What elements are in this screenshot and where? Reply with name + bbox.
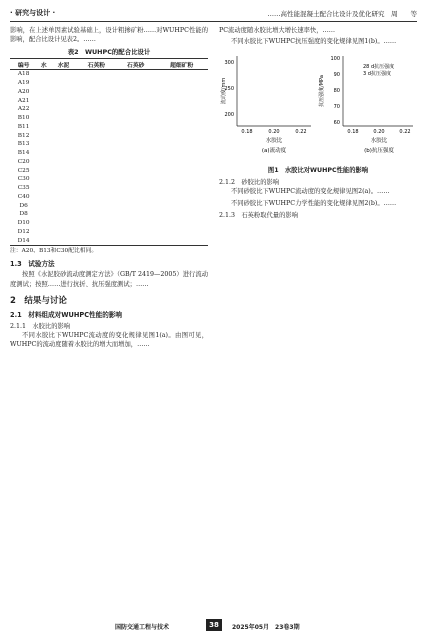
heading-2-1-1: 2.1.1 水胶比的影响 (10, 322, 71, 330)
table-cell (37, 105, 50, 114)
table-cell (37, 149, 50, 158)
table-cell (116, 149, 155, 158)
panel-b-xticks (347, 129, 410, 135)
panel-a-xticks (241, 129, 306, 135)
table-cell (77, 123, 116, 132)
table-cell (37, 237, 50, 246)
legend-28d: 28 d抗压强度 (363, 64, 395, 71)
table-cell (77, 193, 116, 202)
table-cell (77, 184, 116, 193)
table-cell: A20 (17, 88, 30, 95)
table-cell (155, 167, 208, 176)
table-cell (37, 193, 50, 202)
table-cell (37, 210, 50, 219)
heading-2-1: 2.1 材料组成对WUHPC性能的影响 (10, 310, 123, 319)
table-cell (116, 158, 155, 167)
sb-paragraph-2: 不同砂胶比下WUHPC力学性能的变化规律见图2(b)。…… (231, 199, 397, 207)
table-cell (50, 210, 76, 219)
table-header-cell: 水泥 (50, 59, 76, 70)
table-cell (155, 219, 208, 228)
table-cell (37, 202, 50, 211)
panel-a-sublabel: (a)流动度 (261, 148, 287, 155)
table-header-row (10, 59, 208, 70)
table-cell (77, 105, 116, 114)
panel-b-ytick-3: 90 (333, 72, 340, 79)
table-row (10, 123, 208, 132)
table-cell (77, 97, 116, 106)
panel-b-xtick-1: 0.20 (373, 129, 385, 136)
table-row (10, 114, 208, 123)
heading-2-1-3: 2.1.3 石英粉取代量的影响 (219, 211, 298, 219)
table-cell (116, 105, 155, 114)
table-cell (116, 97, 155, 106)
table-cell (116, 167, 155, 176)
table-cell (155, 70, 208, 79)
heading-results: 2 结果与讨论 (10, 295, 67, 306)
table-cell: D14 (10, 237, 37, 246)
table-cell (77, 132, 116, 141)
table-cell (50, 219, 76, 228)
table-row (10, 149, 208, 158)
table-cell: C30 (17, 176, 30, 183)
panel-a-ytick-2: 300 (224, 60, 234, 67)
table-cell (37, 175, 50, 184)
table-cell (116, 193, 155, 202)
table-cell (50, 88, 76, 97)
table-cell (155, 79, 208, 88)
table-cell (155, 158, 208, 167)
table-cell (37, 79, 50, 88)
table-row (10, 167, 208, 176)
table-cell (77, 88, 116, 97)
running-title: ……高性能混凝土配合比设计及优化研究 周 等 (267, 9, 417, 18)
table-cell (116, 228, 155, 237)
table-cell (37, 219, 50, 228)
table-cell (155, 210, 208, 219)
table-cell: B10 (17, 115, 30, 122)
table-cell (116, 132, 155, 141)
table-cell (50, 175, 76, 184)
table-cell (155, 193, 208, 202)
table-cell (77, 70, 116, 79)
table-cell (37, 158, 50, 167)
table-cell (37, 70, 50, 79)
left-column (10, 26, 208, 617)
table-cell (116, 184, 155, 193)
table-cell (155, 88, 208, 97)
table-cell (50, 184, 76, 193)
panel-a-ytick-0: 200 (224, 112, 234, 119)
table-cell (116, 202, 155, 211)
table-cell (77, 175, 116, 184)
figure-1 (219, 48, 417, 164)
table-row (10, 158, 208, 167)
continued-paragraph: PC流动度随水胶比增大增长速率快，…… (219, 27, 336, 34)
section-label: · 研究与设计 · (10, 9, 56, 17)
legend-3d: 3 d抗压强度 (363, 71, 391, 78)
table-cell (116, 219, 155, 228)
table-cell: B11 (17, 123, 30, 130)
wb-paragraph: 不同水胶比下WUHPC流动度的变化规律见图1(a)。由图可见，WUHPC的流动度随着水胶比的增大而增加，…… (10, 331, 208, 349)
table-cell (77, 79, 116, 88)
table-row (10, 97, 208, 106)
panel-b-xtick-2: 0.22 (399, 129, 411, 136)
table-cell: D12 (17, 228, 30, 235)
panel-a-xlabel: 水胶比 (265, 138, 283, 145)
table-cell (50, 97, 76, 106)
intro-paragraph: 影响，在上述单因素试验基础上，设计粗掺矿粉……对WUHPC性能的影响，配合比设计见表2。…… (10, 27, 208, 44)
table-cell (77, 210, 116, 219)
page-footer (10, 619, 417, 633)
table-row (10, 79, 208, 88)
strength-paragraph: 不同水胶比下WUHPC抗压强度的变化规律见图1(b)。…… (231, 38, 397, 46)
table-cell: C35 (17, 185, 30, 192)
table-cell: D6 (19, 202, 28, 209)
table-cell (155, 237, 208, 246)
table-cell (155, 184, 208, 193)
table-row (10, 193, 208, 202)
table-cell (37, 114, 50, 123)
table-row (10, 210, 208, 219)
figure-caption: 图1 水胶比对WUHPC性能的影响 (267, 167, 369, 175)
table-cell (116, 123, 155, 132)
table-cell: B12 (17, 132, 30, 139)
panel-a-xtick-2: 0.22 (295, 129, 307, 136)
table-cell (50, 237, 76, 246)
sb-paragraph: 不同砂胶比下WUHPC流动度的变化规律见图2(a)。…… (231, 188, 390, 196)
panel-b-ylabel: 抗压强度/MPa (319, 75, 325, 108)
panel-a-ytick-1: 250 (224, 86, 234, 93)
table-cell (116, 114, 155, 123)
table-cell (77, 149, 116, 158)
table-cell (77, 167, 116, 176)
table-cell (77, 237, 116, 246)
table-cell (116, 70, 155, 79)
table-cell (37, 123, 50, 132)
panel-b-ytick-1: 70 (333, 104, 340, 111)
table-cell (50, 114, 76, 123)
table-cell: A22 (17, 106, 30, 113)
table-row (10, 70, 208, 79)
table-cell (50, 105, 76, 114)
table-cell (155, 114, 208, 123)
table-note: 注：A20、B13和C30配比相同。 (10, 248, 98, 255)
table-cell (155, 175, 208, 184)
table-cell (77, 219, 116, 228)
table-cell (77, 140, 116, 149)
table-cell (116, 237, 155, 246)
panel-a-ylabel: 流动度/mm (221, 78, 227, 105)
table-cell: C40 (17, 193, 30, 200)
table-cell (155, 202, 208, 211)
panel-b-sublabel: (b)抗压强度 (364, 148, 394, 155)
table-cell (37, 88, 50, 97)
table-cell (155, 149, 208, 158)
page-header (10, 6, 417, 20)
table-row (10, 105, 208, 114)
journal-name: 国防交通工程与技术 (115, 624, 170, 631)
table-cell (116, 79, 155, 88)
table-cell (37, 132, 50, 141)
panel-a-xtick-0: 0.18 (241, 129, 253, 136)
table-cell: B13 (17, 141, 30, 148)
mix-design-table (10, 58, 208, 246)
table-cell: A19 (17, 80, 30, 87)
table-cell (37, 228, 50, 237)
table-cell (155, 228, 208, 237)
table-cell (37, 140, 50, 149)
header-rule (10, 21, 417, 22)
table-cell (155, 123, 208, 132)
table-cell: B14 (17, 150, 30, 157)
table-row (10, 132, 208, 141)
right-column (219, 26, 417, 617)
panel-b-ytick-2: 80 (333, 88, 340, 95)
panel-b-ytick-4: 100 (330, 56, 340, 63)
table-row (10, 202, 208, 211)
table-cell: A18 (17, 71, 30, 78)
table-cell (155, 105, 208, 114)
table-cell (50, 158, 76, 167)
table-cell (155, 97, 208, 106)
panel-b-ytick-0: 60 (333, 120, 340, 127)
table-cell (50, 167, 76, 176)
table-cell (50, 140, 76, 149)
table-cell (77, 158, 116, 167)
table-row (10, 237, 208, 246)
table-cell (155, 140, 208, 149)
panel-b-xlabel: 水胶比 (370, 138, 388, 145)
table-cell (77, 114, 116, 123)
table-cell (50, 193, 76, 202)
page-number: 38 (206, 619, 222, 631)
panel-b-yticks (330, 56, 340, 126)
table-header-cell: 超细矿粉 (155, 59, 208, 70)
table-cell: C20 (17, 158, 30, 165)
table-cell (155, 132, 208, 141)
figure-1-svg (219, 48, 417, 164)
table-cell (37, 97, 50, 106)
table-cell (50, 149, 76, 158)
table-cell (116, 140, 155, 149)
table-row (10, 184, 208, 193)
table-cell (50, 70, 76, 79)
table-row (10, 140, 208, 149)
table-cell (50, 123, 76, 132)
table-header-cell: 石英粉 (77, 59, 116, 70)
table-cell (116, 88, 155, 97)
panel-b-legend (363, 63, 394, 77)
table-cell (77, 202, 116, 211)
table-caption: 表2 WUHPC的配合比设计 (67, 48, 151, 57)
table-row (10, 175, 208, 184)
heading-2-1-2: 2.1.2 砂胶比的影响 (219, 179, 280, 187)
table-cell (37, 184, 50, 193)
table-cell (50, 132, 76, 141)
table-cell (50, 79, 76, 88)
heading-1-3: 1.3 试验方法 (10, 260, 55, 269)
table-cell (37, 167, 50, 176)
panel-b-xtick-0: 0.18 (347, 129, 359, 136)
table-cell: D10 (17, 220, 30, 227)
table-cell (116, 210, 155, 219)
table-row (10, 228, 208, 237)
table-cell (77, 228, 116, 237)
table-header-cell: 编号 (10, 59, 37, 70)
table-body (10, 70, 208, 246)
panel-a-xtick-1: 0.20 (268, 129, 280, 136)
methods-paragraph: 按照《水泥胶砂流动度测定方法》（GB/T 2419—2005）进行流动度测试；按照……进行抗折、抗压强度测试；…… (10, 271, 208, 288)
table-row (10, 88, 208, 97)
table-cell (50, 228, 76, 237)
table-cell: D8 (19, 211, 28, 218)
table-header-cell: 水 (37, 59, 50, 70)
issue-info: 2025年05月 23卷3期 (232, 624, 300, 631)
table-cell (50, 202, 76, 211)
table-cell (116, 175, 155, 184)
table-row (10, 219, 208, 228)
table-header-cell: 石英砂 (116, 59, 155, 70)
table-cell: C25 (17, 167, 30, 174)
table-cell: A21 (17, 97, 30, 104)
